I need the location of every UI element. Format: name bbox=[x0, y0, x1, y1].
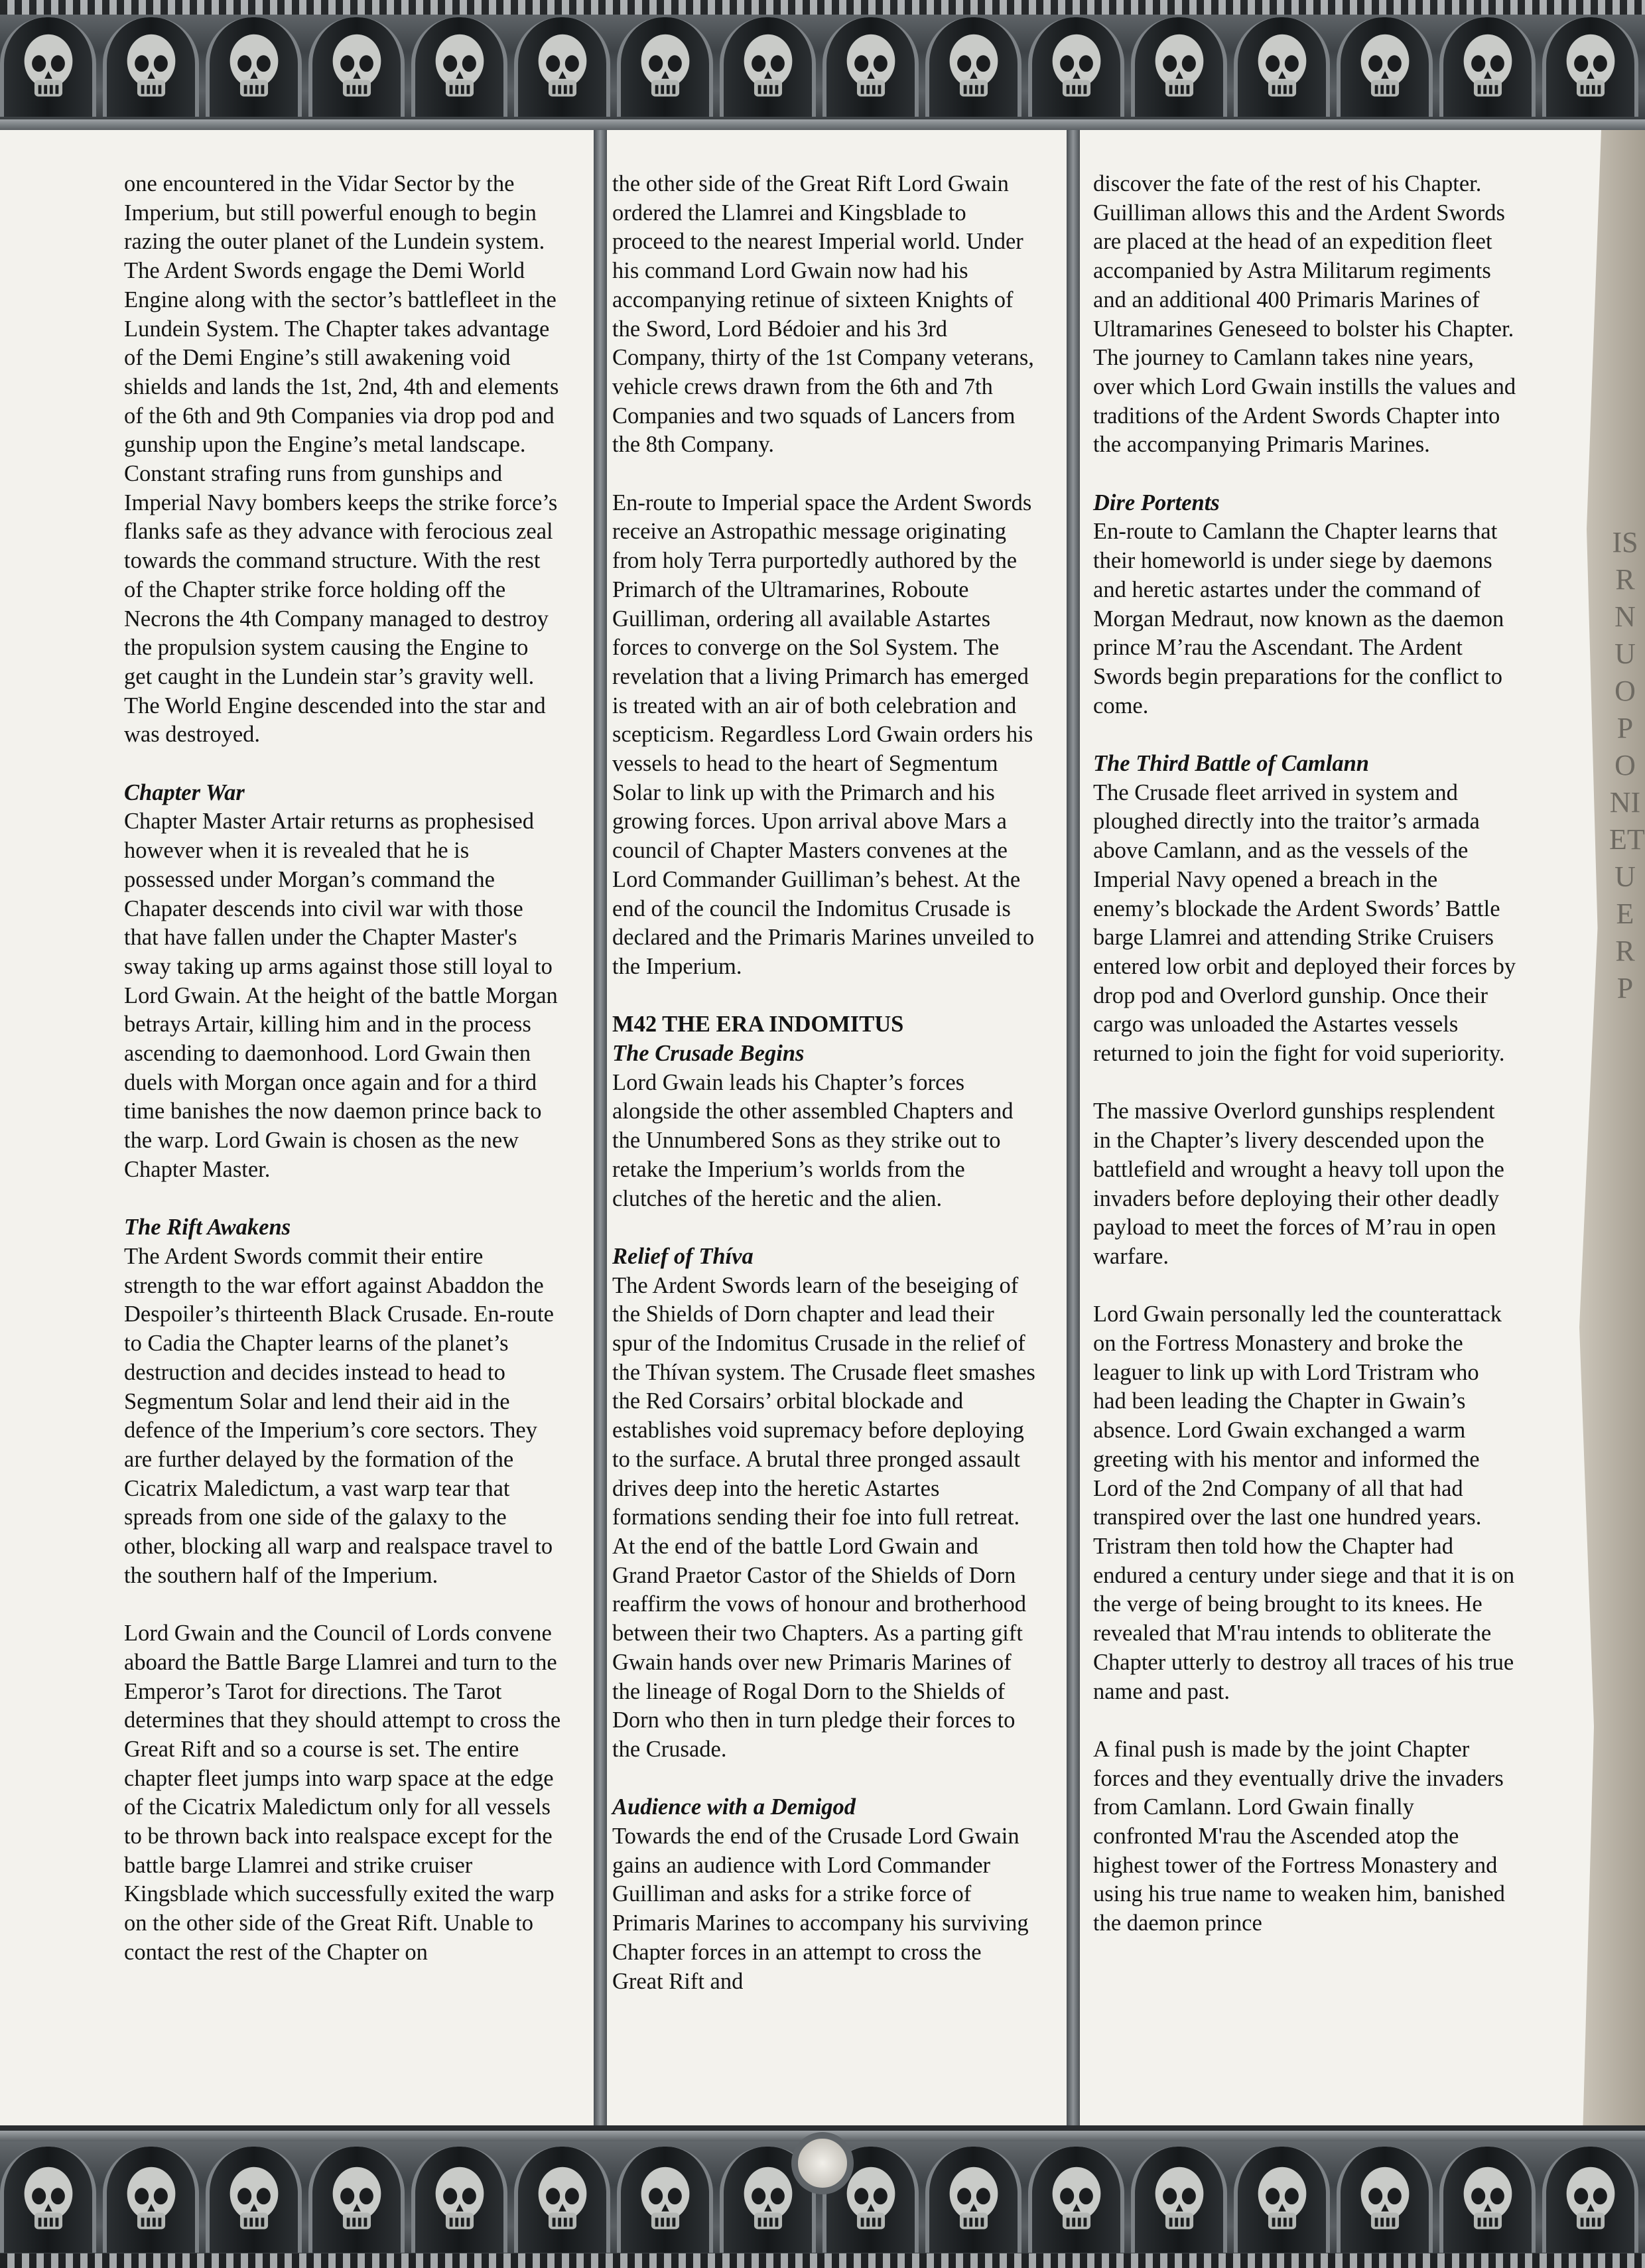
section-heading: The Crusade Begins bbox=[612, 1041, 805, 1067]
skull-icon bbox=[617, 17, 713, 117]
skull-icon bbox=[1234, 17, 1330, 117]
paragraph: one encountered in the Vidar Sector by the Imperium, but still powerful enough to begin razing the outer planet of the Lundein system. The Ardent Swords engage the Demi World Engine along with the sector’s battlefleet in the Lundein System. The Chapter takes advantage of the Demi Engine’s still awakening void shields and lands the 1st, 2nd, 4th and elements of the 6th and 9th Companies via drop pod and gunship upon the Engine’s metal landscape. Constant strafing runs from gunships and Imperial Navy bombers keeps the strike force’s flanks safe as they advance with ferocious zeal towards the command structure. With the rest of the Chapter strike force holding off the Necrons the 4th Company managed to destroy the propulsion system causing the Engine to get caught in the Lundein star’s gravity well. The World Engine descended into the star and was destroyed. bbox=[124, 171, 559, 748]
top-rail bbox=[0, 119, 1645, 130]
paragraph: The Ardent Swords learn of the beseiging of the Shields of Dorn chapter and lead their spur of the Indomitus Crusade in the relief of the Thívan system. The Crusade fleet smashes the Red Corsairs’ orbital blockade and establishes void supremacy before deploying to the surface. A brutal three pronged assault drives deep into the heretic Astartes formations sending their foe into full retreat. At the end of the battle Lord Gwain and Grand Praetor Castor of the Shields of Dorn reaffirm the vows of honour and brotherhood between their two Chapters. As a parting gift Gwain hands over new Primaris Marines of the lineage of Rogal Dorn to the Shields of Dorn who then in turn pledge their forces to the Crusade. bbox=[612, 1272, 1035, 1762]
section-heading: Relief of Thíva bbox=[612, 1243, 754, 1269]
skull-icon bbox=[1542, 17, 1638, 117]
paragraph: The Crusade fleet arrived in system and ploughed directly into the traitor’s armada above Camlann, and as the vessels of the Imperial Navy opened a breach in the enemy’s blockade the Ardent Swords’ Battle barge Llamrei and attending Strike Cruisers entered low orbit and deployed their forces by drop pod and Overlord gunship. Once their cargo was unloaded the Astartes vessels returned to join the fight for void superiority. bbox=[1093, 779, 1516, 1067]
skull-icon bbox=[1131, 2147, 1227, 2253]
column-divider-left bbox=[594, 130, 607, 2125]
skull-icon bbox=[1028, 2147, 1124, 2253]
center-emblem bbox=[791, 2132, 854, 2194]
skull-icon bbox=[206, 17, 302, 117]
column-divider-right bbox=[1067, 130, 1080, 2125]
paragraph: discover the fate of the rest of his Chapter. Guilliman allows this and the Ardent Swords are placed at the head of an expedition fleet accompanied by Astra Militarum regiments and an additional 400 Primaris Marines of Ultramarines Geneseed to bolster his Chapter. The journey to Camlann takes nine years, over which Lord Gwain instills the values and traditions of the Ardent Swords Chapter into the accompanying Primaris Marines. bbox=[1093, 171, 1516, 458]
skull-icon bbox=[617, 2147, 713, 2253]
section-heading: Dire Portents bbox=[1093, 490, 1220, 515]
skull-icon bbox=[822, 17, 919, 117]
paragraph: En-route to Imperial space the Ardent Swords receive an Astropathic message originating from holy Terra purportedly authored by the Primarch of the Ultramarines, Roboute Guilliman, ordering all available Astartes forces to converge on the Sol System. The revelation that a living Primarch has emerged is treated with an air of both celebration and scepticism. Regardless Lord Gwain orders his vessels to head to the heart of Segmentum Solar to link up with the Primarch and his growing forces. Upon arrival above Mars a council of Chapter Masters convenes at the Lord Commander Guilliman’s behest. At the end of the council the Indomitus Crusade is declared and the Primaris Marines unveiled to the Imperium. bbox=[612, 490, 1035, 979]
paragraph: Lord Gwain leads his Chapter’s forces alongside the other assembled Chapters and the Unnumbered Sons as they strike out to retake the Imperium’s worlds from the clutches of the heretic and the alien. bbox=[612, 1069, 1014, 1211]
paragraph: The massive Overlord gunships resplendent in the Chapter’s livery descended upon the battlefield and wrought a heavy toll upon the invaders before deploying their other deadly payload to meet the forces of M’rau in open warfare. bbox=[1093, 1099, 1504, 1269]
paragraph: the other side of the Great Rift Lord Gwain ordered the Llamrei and Kingsblade to proceed to the nearest Imperial world. Under his command Lord Gwain now had his accompanying retinue of sixteen Knights of the Sword, Lord Bédoier and his 3rd Company, thirty of the 1st Company veterans, vehicle crews drawn from the 6th and 7th Companies and two squads of Lancers from the 8th Company. bbox=[612, 171, 1034, 458]
era-heading: M42 THE ERA INDOMITUS bbox=[612, 1012, 904, 1037]
skull-icon bbox=[1337, 17, 1433, 117]
skull-icon bbox=[1337, 2147, 1433, 2253]
skull-icon bbox=[1028, 17, 1124, 117]
top-skull-row bbox=[0, 17, 1645, 117]
paragraph: Towards the end of the Crusade Lord Gwain gains an audience with Lord Commander Guilliman and asks for a strike force of Primaris Marines to accompany his surviving Chapter forces in an attempt to cross the Great Rift and bbox=[612, 1824, 1029, 1994]
skull-icon bbox=[308, 17, 405, 117]
section-heading: Audience with a Demigod bbox=[612, 1794, 856, 1820]
text-column-3 bbox=[1093, 170, 1518, 1938]
skull-icon bbox=[925, 2147, 1021, 2253]
text-column-2 bbox=[612, 170, 1037, 1996]
top-border bbox=[0, 0, 1645, 135]
paragraph: Chapter Master Artair returns as prophesised however when it is revealed that he is possessed under Morgan’s command the Chapater descends into civil war with those that have fallen under the Chapter Master's sway taking up arms against those still loyal to Lord Gwain. At the height of the battle Morgan betrays Artair, killing him and in the process ascending to daemonhood. Lord Gwain then duels with Morgan once again and for a third time banishes the now daemon prince back to the warp. Lord Gwain is chosen as the new Chapter Master. bbox=[124, 809, 558, 1182]
skull-icon bbox=[1439, 2147, 1536, 2253]
paragraph: The Ardent Swords commit their entire strength to the war effort against Abaddon the Despoiler’s thirteenth Black Crusade. En-route to Cadia the Chapter learns of the planet’s destruction and decides instead to head to Segmentum Solar and lend their aid in the defence of the Imperium’s core sectors. They are further delayed by the formation of the Cicatrix Maledictum, a vast warp tear that spreads from one side of the galaxy to the other, blocking all warp and realspace travel to the southern half of the Imperium. bbox=[124, 1243, 554, 1588]
skull-icon bbox=[103, 17, 199, 117]
skull-icon bbox=[308, 2147, 405, 2253]
parchment-letters: IS R N U O P O NI ET U E R P bbox=[1609, 526, 1645, 1004]
skull-icon bbox=[1131, 17, 1227, 117]
top-checker-strip bbox=[0, 0, 1645, 15]
section-heading: Chapter War bbox=[124, 779, 245, 805]
section-heading: The Third Battle of Camlann bbox=[1093, 751, 1369, 777]
text-column-1 bbox=[124, 170, 562, 1968]
skull-icon bbox=[1542, 2147, 1638, 2253]
skull-icon bbox=[925, 17, 1021, 117]
section-heading: The Rift Awakens bbox=[124, 1215, 291, 1240]
paragraph: A final push is made by the joint Chapter forces and they eventually drive the invaders from Camlann. Lord Gwain finally confronted M'rau the Ascended atop the highest tower of the Fortress Monastery and using his true name to weaken him, banished the daemon prince bbox=[1093, 1736, 1505, 1936]
skull-icon bbox=[720, 17, 816, 117]
skull-icon bbox=[103, 2147, 199, 2253]
skull-icon bbox=[514, 17, 610, 117]
skull-icon bbox=[1439, 17, 1536, 117]
skull-icon bbox=[514, 2147, 610, 2253]
skull-icon bbox=[0, 17, 96, 117]
skull-icon bbox=[1234, 2147, 1330, 2253]
paragraph: Lord Gwain and the Council of Lords convene aboard the Battle Barge Llamrei and turn to the Emperor’s Tarot for directions. The Tarot determines that they should attempt to cross the Great Rift and so a course is set. The entire chapter fleet jumps into warp space at the edge of the Cicatrix Maledictum only for all vessels to be thrown back into realspace except for the battle barge Llamrei and strike cruiser Kingsblade which successfully exited the warp on the other side of the Great Rift. Unable to contact the rest of the Chapter on bbox=[124, 1621, 561, 1965]
bottom-checker-strip bbox=[0, 2253, 1645, 2268]
paragraph: En-route to Camlann the Chapter learns that their homeworld is under siege by daemons and heretic astartes under the command of Morgan Medraut, now known as the daemon prince M’rau the Ascendant. The Ardent Swords begin preparations for the conflict to come. bbox=[1093, 519, 1504, 718]
skull-icon bbox=[411, 2147, 507, 2253]
skull-icon bbox=[206, 2147, 302, 2253]
skull-icon bbox=[0, 2147, 96, 2253]
paragraph: Lord Gwain personally led the counterattack on the Fortress Monastery and broke the leaguer to link up with Lord Tristram who had been leading the Chapter in Gwain’s absence. Lord Gwain exchanged a warm greeting with his mentor and informed the Lord of the 2nd Company of all that had transpired over the last one hundred years. Tristram then told how the Chapter had endured a century under siege and that it is on the verge of being brought to its knees. He revealed that M'rau intends to obliterate the Chapter utterly to destroy all traces of his true name and past. bbox=[1093, 1301, 1515, 1704]
skull-icon bbox=[411, 17, 507, 117]
